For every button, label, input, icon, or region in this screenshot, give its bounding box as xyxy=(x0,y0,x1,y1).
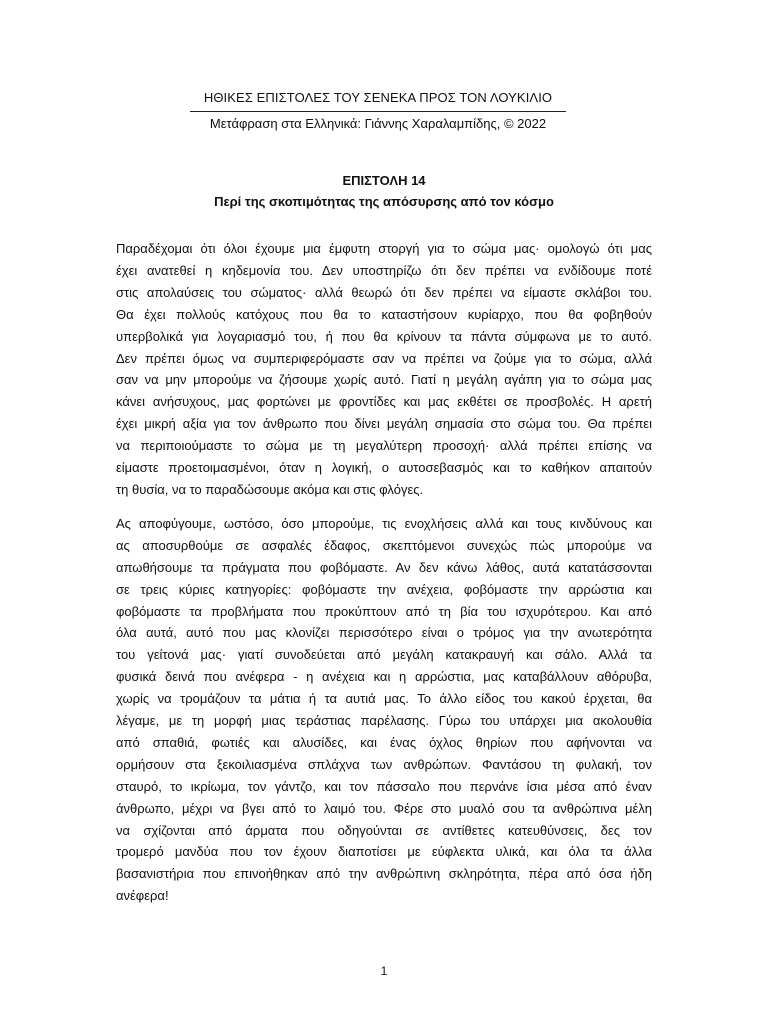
text-line: χωρίς να τρομάζουν τα μάτια ή τα αυτιά μας. Το άλλο είδος του κακού έρχεται, θα xyxy=(116,691,652,707)
text-line: κάνει ανήσυχους, μας φορτώνει με φροντίδες και μας εκθέτει σε προσβολές. Η αρετή xyxy=(116,394,652,410)
text-line: ανέφερα! xyxy=(116,888,169,904)
text-line: βασανιστήρια που επινοήθηκαν από την ανθρώπινη σκληρότητα, πέρα από όσα ήδη xyxy=(116,866,652,882)
text-line: να σχίζονται από άρματα που οδηγούνται σε αντίθετες κατευθύνσεις, δες τον xyxy=(116,822,652,838)
page-number: 1 xyxy=(380,964,388,978)
running-header xyxy=(190,88,566,134)
text-line: ας αποσυρθούμε σε ασφαλές έδαφος, σκεπτόμενοι συνεχώς πώς μπορούμε να xyxy=(116,537,652,553)
text-line: στις απολαύσεις του σώματος· αλλά θεωρώ ότι δεν πρέπει να είμαστε σκλάβοι του. xyxy=(116,284,652,300)
text-line: φυσικά δεινά που ανέφερα - η ανέχεια και η αρρώστια, μας καταβάλλουν αθόρυβα, xyxy=(116,669,652,685)
text-line: έχει ανατεθεί η κηδεμονία του. Δεν υποστηρίζω ότι δεν πρέπει να ενδίδουμε ποτέ xyxy=(116,262,652,278)
text-line: λέγαμε, με τη μορφή μιας τεράστιας παρέλασης. Γύρω του υπάρχει μια ακολουθία xyxy=(116,713,652,729)
text-line: Δεν πρέπει όμως να συμπεριφερόμαστε σαν να πρέπει να ζούμε για το σώμα, αλλά xyxy=(116,350,652,366)
paragraph xyxy=(116,238,652,501)
letter-body xyxy=(116,238,652,919)
text-line: σε τρεις κύριες κατηγορίες: φοβόμαστε την ανέχεια, φοβόμαστε την αρρώστια και xyxy=(116,581,652,597)
letter-subject: Περί της σκοπιμότητας της απόσυρσης από τον κόσμο xyxy=(214,194,554,209)
text-line: άνθρωπο, μέχρι να βγει από το λαιμό του. Φέρε στο μυαλό σου τα ανθρώπινα μέλη xyxy=(116,800,652,816)
text-line: όλα αυτά, αυτό που μας κλονίζει περισσότερο είναι ο τρόμος για την ανωτερότητα xyxy=(116,625,652,641)
text-line: σαν να μην μπορούμε να ζήσουμε χωρίς αυτό. Γιατί η μεγάλη αγάπη για το σώμα μας xyxy=(116,372,652,388)
text-line: Παραδέχομαι ότι όλοι έχουμε μια έμφυτη στοργή για το σώμα μας· ομολογώ ότι μας xyxy=(116,241,652,256)
text-line: έχει μικρή αξία για τον άνθρωπο που δίνει μεγάλη σημασία στο σώμα του. Θα πρέπει xyxy=(116,416,652,432)
text-line: υπερβολικά για λογαριασμό του, ή που θα κρίνουν τα πάντα σύμφωνα με το αυτό. xyxy=(116,328,652,344)
text-line: του γείτονά μας· γιατί συνοδεύεται από μεγάλη κατακραυγή και σάλο. Αλλά τα xyxy=(116,647,652,663)
text-line: τρομερό μανδύα που τον έχουν διαποτίσει με εύφλεκτα υλικά, και όλα τα άλλα xyxy=(116,844,652,860)
text-line: απωθήσουμε τα πράγματα που φοβόμαστε. Αν δεν κάνω λάθος, αυτά κατατάσσονται xyxy=(116,559,652,575)
text-line: ορμήσουν στα ξεκοιλιασμένα σπλάχνα των ανθρώπων. Φαντάσου τη φυλακή, τον xyxy=(116,756,652,772)
text-line: να περιποιούμαστε το σώμα με τη μεγαλύτερη προσοχή· αλλά πρέπει επίσης να xyxy=(116,438,652,454)
book-title: ΗΘΙΚΕΣ ΕΠΙΣΤΟΛΕΣ ΤΟΥ ΣΕΝΕΚΑ ΠΡΟΣ ΤΟΝ ΛΟΥΚΙΛΙΟ xyxy=(190,88,566,112)
paragraph xyxy=(116,513,652,907)
text-line: είμαστε προετοιμασμένοι, όταν η λογική, ο αυτοσεβασμός και το καθήκον απαιτούν xyxy=(116,460,652,476)
translation-credit: Μετάφραση στα Ελληνικά: Γιάννης Χαραλαμπίδης, © 2022 xyxy=(209,116,547,131)
text-line: σταυρό, το ικρίωμα, τον γάντζο, και τον πάσσαλο που περνάνε ίσια μέσα από έναν xyxy=(116,778,652,794)
text-line: από σπαθιά, φωτιές και αλυσίδες, και ένας όχλος θηρίων που αφήνονται να xyxy=(116,734,652,750)
letter-number: ΕΠΙΣΤΟΛΗ 14 xyxy=(342,173,426,188)
text-line: Θα έχει πολλούς κατόχους που θα το καταστήσουν κυρίαρχο, που θα φοβηθούν xyxy=(116,306,652,322)
text-line: Ας αποφύγουμε, ωστόσο, όσο μπορούμε, τις ενοχλήσεις αλλά και τους κινδύνους και xyxy=(116,515,652,531)
text-line: τη θυσία, να το παραδώσουμε ακόμα και στις φλόγες. xyxy=(116,481,424,497)
letter-heading xyxy=(0,170,768,212)
text-line: φοβόμαστε τα προβλήματα που προκύπτουν από τη βία του ισχυρότερου. Και από xyxy=(116,603,652,619)
